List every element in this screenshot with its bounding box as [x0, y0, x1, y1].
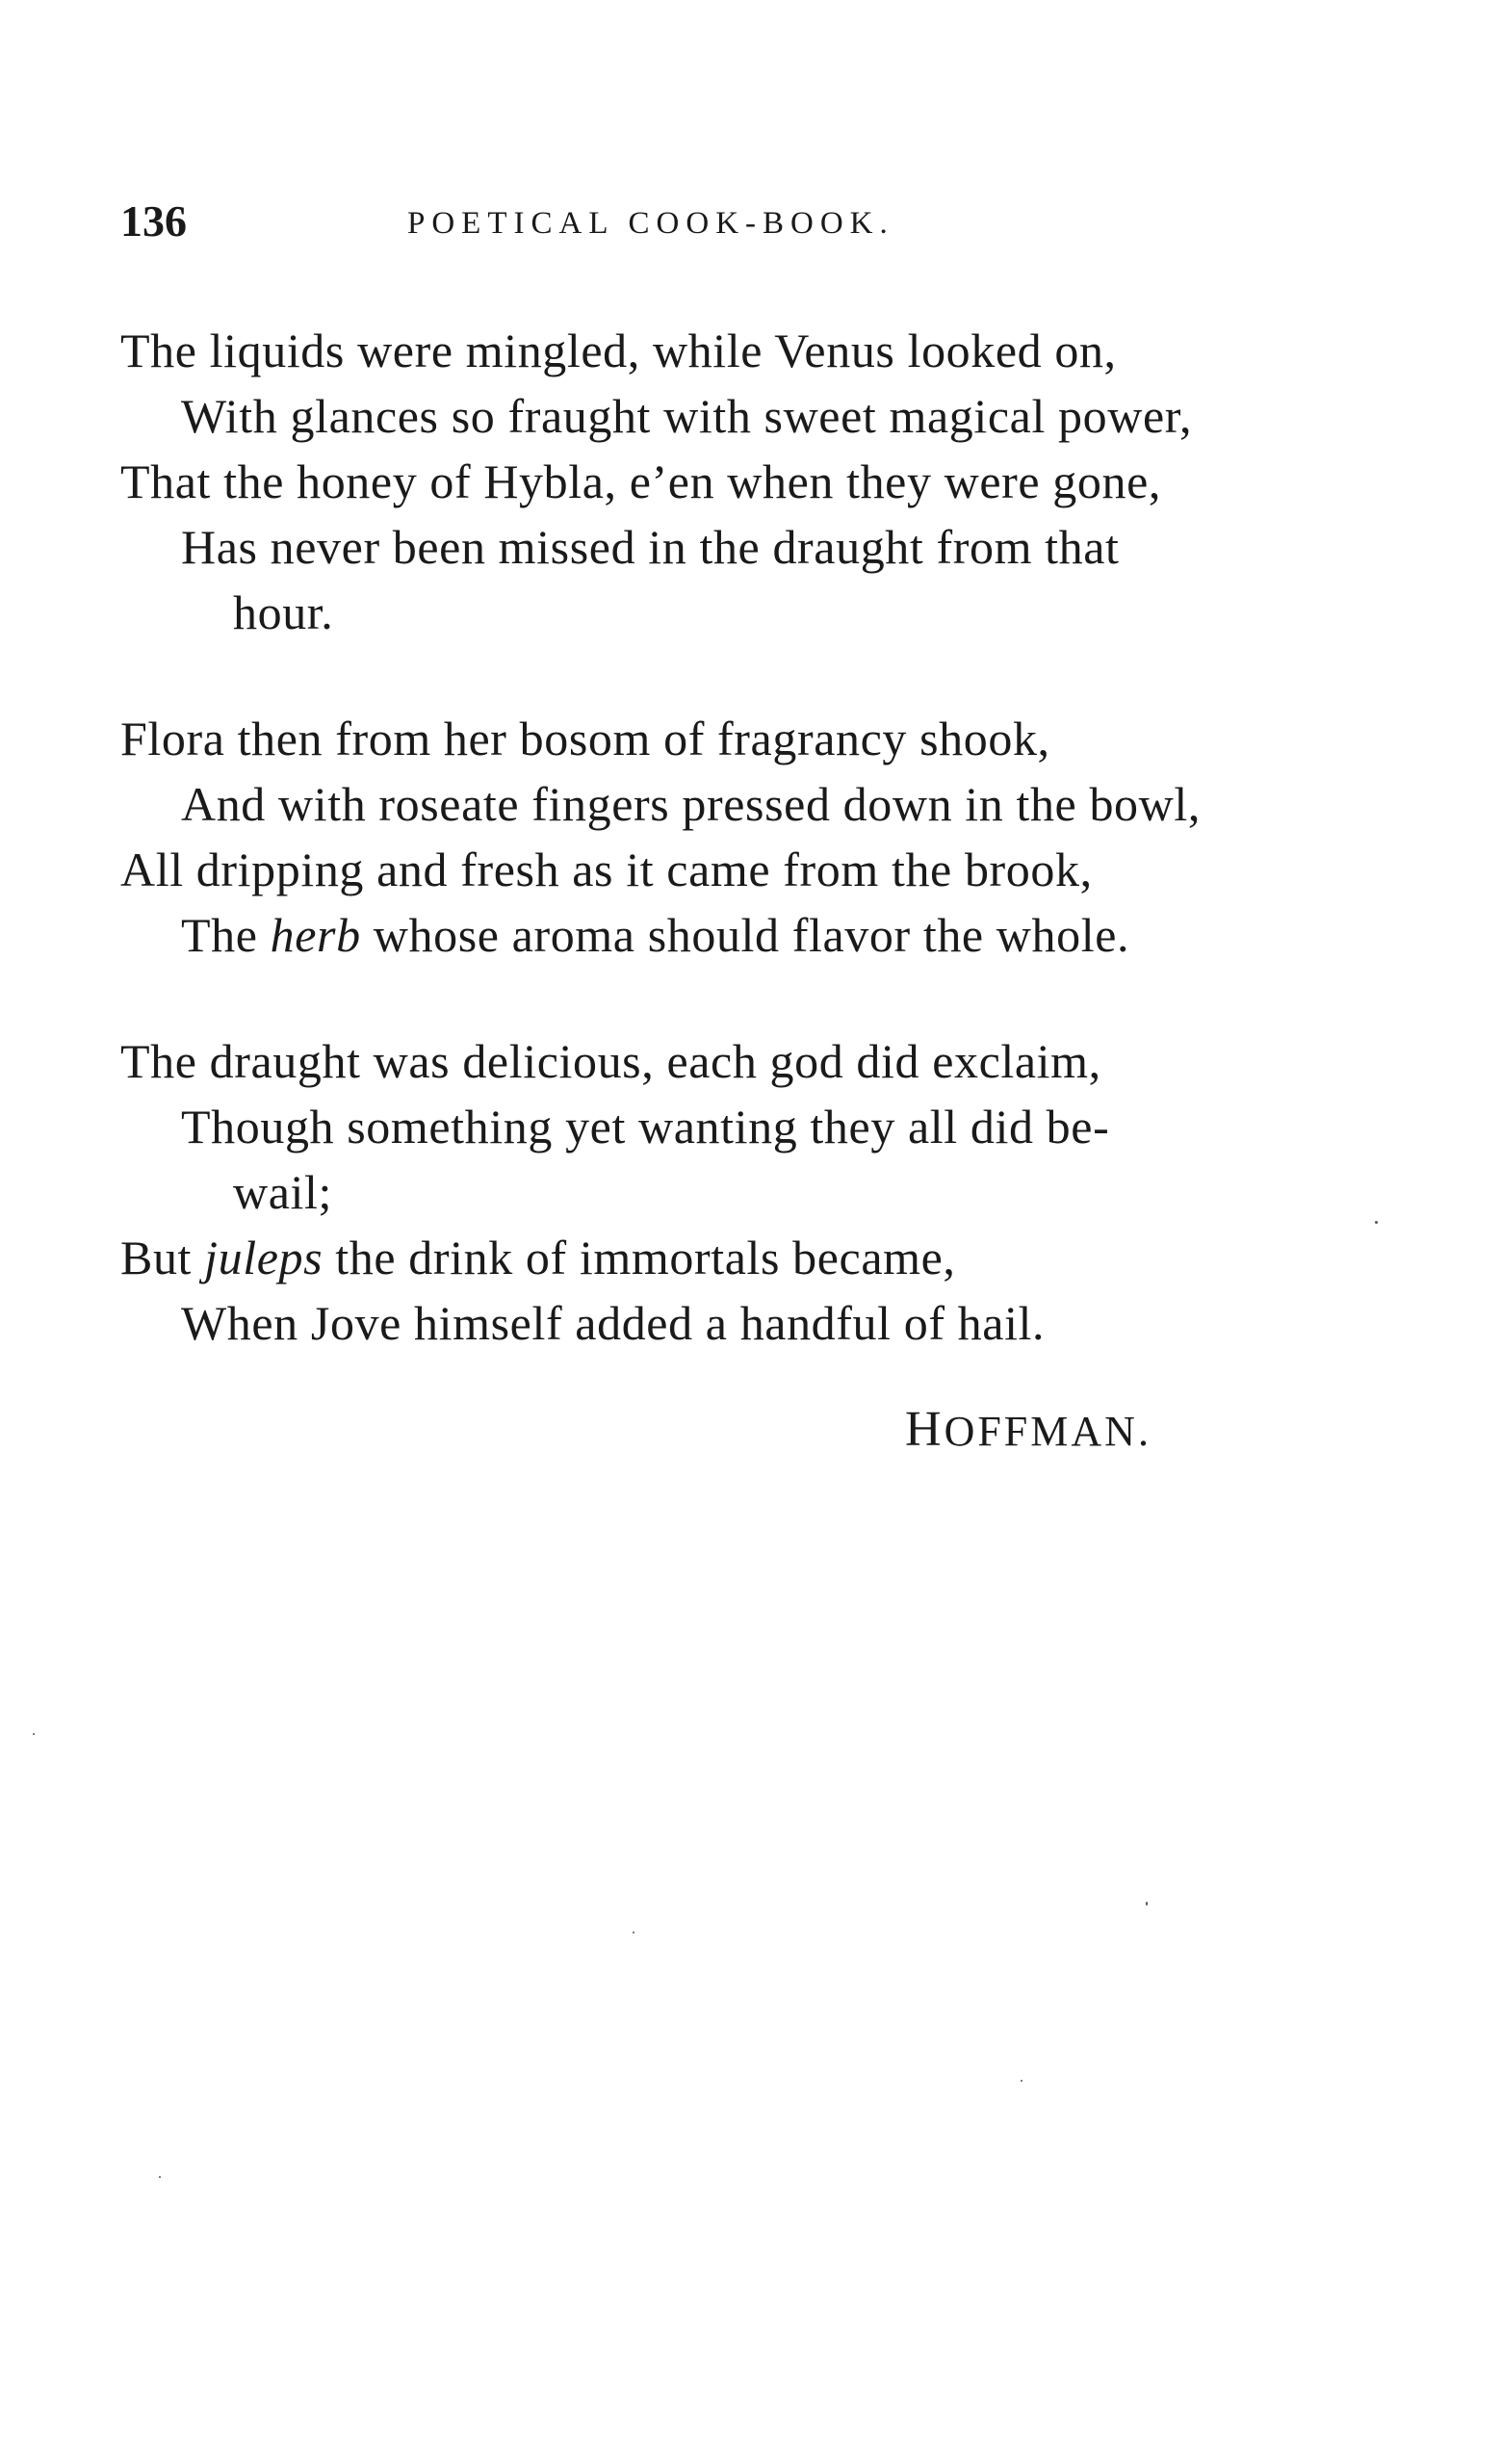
line-text: The — [181, 908, 271, 962]
stanza-2 — [120, 706, 1314, 968]
running-head: POETICAL COOK-BOOK. — [407, 206, 894, 241]
paper-speck — [159, 2176, 161, 2178]
author-attribution — [905, 1401, 1152, 1461]
paper-speck — [33, 1733, 35, 1735]
stanza-3 — [120, 1028, 1314, 1356]
italic-word: herb — [270, 908, 361, 962]
poem-line: Flora then from her bosom of fragrancy shook, — [120, 712, 1050, 765]
paper-speck — [633, 1932, 634, 1933]
poem-line: All dripping and fresh as it came from the brook, — [120, 843, 1093, 896]
stanza-1 — [120, 318, 1314, 645]
page-number: 136 — [120, 196, 187, 246]
paper-speck — [1021, 2080, 1022, 2082]
poem-line: Has never been missed in the draught from that — [181, 520, 1120, 574]
poem-line: With glances so fraught with sweet magical power, — [181, 389, 1193, 443]
poem-line-continuation: wail; — [233, 1165, 332, 1219]
line-text: But — [120, 1231, 205, 1284]
poem-line — [120, 902, 1314, 968]
attribution-rest: OFFMAN. — [944, 1408, 1152, 1455]
poem-line: The draught was delicious, each god did exclaim, — [120, 1034, 1101, 1088]
poem — [120, 318, 1314, 1416]
poem-line: When Jove himself added a handful of hail. — [181, 1296, 1046, 1350]
poem-line: And with roseate fingers pressed down in the bowl, — [181, 777, 1201, 831]
poem-line: The liquids were mingled, while Venus looked on, — [120, 324, 1117, 377]
line-text: the drink of immortals became, — [323, 1231, 956, 1284]
paper-speck — [1146, 1902, 1148, 1906]
poem-line: That the honey of Hybla, e’en when they were gone, — [120, 454, 1162, 508]
poem-line-continuation: hour. — [233, 585, 334, 639]
paper-speck — [1375, 1221, 1378, 1224]
attribution-initial: H — [905, 1402, 945, 1457]
poem-line — [120, 1225, 1314, 1290]
poem-line: Though something yet wanting they all did be- — [181, 1100, 1110, 1154]
italic-word: juleps — [204, 1231, 323, 1284]
page-header — [120, 193, 1276, 260]
line-text: whose aroma should flavor the whole. — [360, 908, 1130, 962]
